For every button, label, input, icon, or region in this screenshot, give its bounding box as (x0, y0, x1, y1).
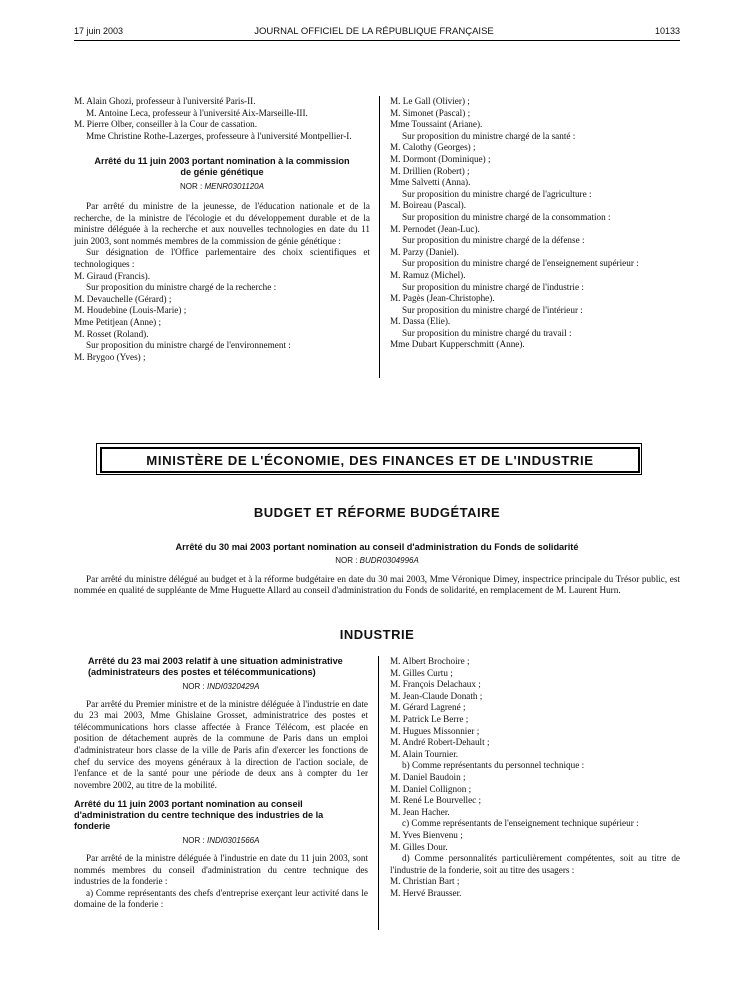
list-item: M. Jean Hacher. (390, 806, 450, 817)
top-left-column (74, 96, 370, 363)
member-list (74, 247, 370, 363)
list-item: M. Houdebine (Louis-Marie) ; (74, 305, 187, 316)
industrie-arrete1-title: Arrêté du 23 mai 2003 relatif à une situation administrative (administrateurs des postes et télécommunications) (88, 656, 343, 677)
list-item: Sur proposition du ministre chargé de la santé : (402, 130, 576, 141)
list-item: Sur proposition du ministre chargé de la recherche : (86, 282, 277, 293)
budget-body: Par arrêté du ministre délégué au budget et à la réforme budgétaire en date du 30 mai 2003, Mme Véronique Dimey, inspectrice principale du Trésor public, est nommée en qualité de suppléante de Mme Huguette Allard au conseil d'administration du Fonds de solidarité, en remplacement de M. Laurent Hurn. (74, 574, 680, 595)
list-item: M. Ramuz (Michel). (390, 269, 466, 280)
list-item: M. Daniel Collignon ; (390, 783, 472, 794)
column-divider (379, 96, 380, 378)
list-item: M. Rosset (Roland). (74, 328, 149, 339)
list-item: M. Dassa (Elie). (390, 316, 451, 327)
bottom-left-column (74, 656, 368, 911)
list-item: Sur proposition du ministre chargé de l'intérieur : (402, 304, 583, 315)
list-item: M. Yves Bienvenu ; (390, 829, 463, 840)
header-date: 17 juin 2003 (74, 26, 124, 36)
list-item: Sur proposition du ministre chargé de la défense : (402, 235, 585, 246)
list-item: Mme Petitjean (Anne) ; (74, 316, 162, 327)
list-item: M. Antoine Leca, professeur à l'université Aix-Marseille-III. (86, 107, 308, 118)
industrie-arrete2-title: Arrêté du 11 juin 2003 portant nomination au conseil d'administration du centre technique des industries de la fonderie (74, 799, 324, 832)
list-item: M. Jean-Claude Donath ; (390, 690, 483, 701)
list-item: M. Gilles Curtu ; (390, 667, 453, 678)
list-item: b) Comme représentants du personnel technique : (402, 760, 585, 771)
list-item: Sur proposition du ministre chargé de la consommation : (402, 211, 611, 222)
list-item: M. Boireau (Pascal). (390, 200, 467, 211)
list-item: M. Pagès (Jean-Christophe). (390, 293, 495, 304)
list-item: Mme Toussaint (Ariane). (390, 119, 483, 130)
budget-section-title: BUDGET ET RÉFORME BUDGÉTAIRE (253, 505, 501, 520)
intro-list (74, 96, 370, 142)
budget-nor: NOR : BUDR0304996A (335, 556, 419, 565)
industrie-arrete2-body: Par arrêté de la ministre déléguée à l'industrie en date du 11 juin 2003, sont nommés membres du conseil d'administration du centre technique des industries de la fonderie : (74, 852, 368, 887)
industrie-arrete1-nor: NOR : INDI0320429A (182, 682, 260, 691)
arrete-body: Par arrêté du ministre de la jeunesse, de l'éducation nationale et de la recherche, de la ministre de l'écologie et du développement durable et de la ministre déléguée à la recherche et aux nouvelles technologies en date du 11 juin 2003, sont nommés membres de la commission de génie génétique : (74, 200, 370, 246)
budget-arrete-title: Arrêté du 30 mai 2003 portant nomination au conseil d'administration du Fonds de solidarité (175, 542, 579, 552)
list-item: M. Drillien (Robert) ; (390, 165, 470, 176)
list-item: M. Devauchelle (Gérard) ; (74, 293, 172, 304)
list-item: Mme Christine Rothe-Lazerges, professeure à l'université Montpellier-I. (86, 130, 352, 141)
list-item: M. Calothy (Georges) ; (390, 142, 476, 153)
list-item: M. Pierre Olber, conseiller à la Cour de cassation. (74, 119, 258, 130)
list-item: Mme Dubart Kupperschmitt (Anne). (390, 339, 525, 350)
list-item: M. André Robert-Dehault ; (390, 737, 490, 748)
header-title: JOURNAL OFFICIEL DE LA RÉPUBLIQUE FRANÇAISE (254, 26, 494, 37)
list-item: Sur proposition du ministre chargé de l'industrie : (402, 281, 584, 292)
list-item: M. Alain Tournier. (390, 748, 459, 759)
list-item: M. Giraud (Francis). (74, 270, 151, 281)
list-item: M. Alain Ghozi, professeur à l'université Paris-II. (74, 96, 256, 106)
list-item: Sur désignation de l'Office parlementaire des choix scientifiques et technologiques : (74, 247, 370, 269)
list-item: M. Christian Bart ; (390, 876, 460, 887)
industrie-arrete2-point-a: a) Comme représentants des chefs d'entreprise exerçant leur activité dans le domaine de la fonderie : (74, 887, 368, 910)
list-item: Sur proposition du ministre chargé du travail : (402, 327, 572, 338)
list-item: M. René Le Bourvellec ; (390, 795, 482, 806)
list-item: Sur proposition du ministre chargé de l'enseignement supérieur : (402, 258, 639, 269)
list-item: Mme Salvetti (Anna). (390, 177, 471, 188)
industrie-arrete2-nor: NOR : INDI0301566A (182, 836, 260, 846)
list-item: M. Pernodet (Jean-Luc). (390, 223, 480, 234)
budget-arrete (74, 542, 680, 596)
list-item: M. Hugues Missonnier ; (390, 725, 480, 736)
list-item: M. Hervé Brausser. (390, 887, 462, 898)
nor-reference: NOR : MENR0301120A (180, 182, 264, 192)
header-page-number: 10133 (654, 26, 680, 36)
list-item: M. François Delachaux ; (390, 679, 481, 690)
header-rule (74, 40, 680, 41)
column-divider-bottom (378, 656, 379, 930)
list-item: M. Simonet (Pascal) ; (390, 107, 471, 118)
arrete-title: Arrêté du 11 juin 2003 portant nomination à la commission de génie génétique (94, 156, 350, 178)
industrie-arrete1-body: Par arrêté du Premier ministre et de la ministre déléguée à l'industrie en date du 23 mai 2003, Mme Ghislaine Grosset, administratrice des postes et télécommunications hors classe affectée à France Télécom, est placée en position de détachement auprès de la commune de Paris dans un emploi d'administrateur hors classe de la ville de Paris afin d'exercer les fonctions de chef du service des moyens généraux à la direction de l'action sociale, de l'enfance et de la santé pour une période de deux ans à compter du 1er novembre 2002, au titre de la mobilité. (74, 698, 368, 790)
list-item: M. Daniel Baudoin ; (390, 771, 466, 782)
list-item: d) Comme personnalités particulièrement compétentes, soit au titre de l'industrie de la fonderie, soit au titre des usagers : (390, 853, 680, 875)
ministry-title: MINISTÈRE DE L'ÉCONOMIE, DES FINANCES ET DE L'INDUSTRIE (100, 447, 640, 473)
list-item: M. Gilles Dour. (390, 841, 448, 852)
bottom-right-column (390, 656, 680, 899)
list-item: M. Albert Brochoire ; (390, 656, 470, 666)
top-right-column (390, 96, 680, 351)
list-item: Sur proposition du ministre chargé de l'agriculture : (402, 188, 592, 199)
industrie-section-title: INDUSTRIE (339, 627, 415, 642)
list-item: M. Dormont (Dominique) ; (390, 153, 491, 164)
list-item: Sur proposition du ministre chargé de l'environnement : (86, 340, 291, 351)
list-item: M. Patrick Le Berre ; (390, 713, 469, 724)
list-item: M. Parzy (Daniel). (390, 246, 459, 257)
list-item: c) Comme représentants de l'enseignement technique supérieur : (402, 818, 639, 829)
list-item: M. Gérard Lagrené ; (390, 702, 466, 713)
list-item: M. Brygoo (Yves) ; (74, 351, 146, 362)
list-item: M. Le Gall (Olivier) ; (390, 96, 470, 106)
